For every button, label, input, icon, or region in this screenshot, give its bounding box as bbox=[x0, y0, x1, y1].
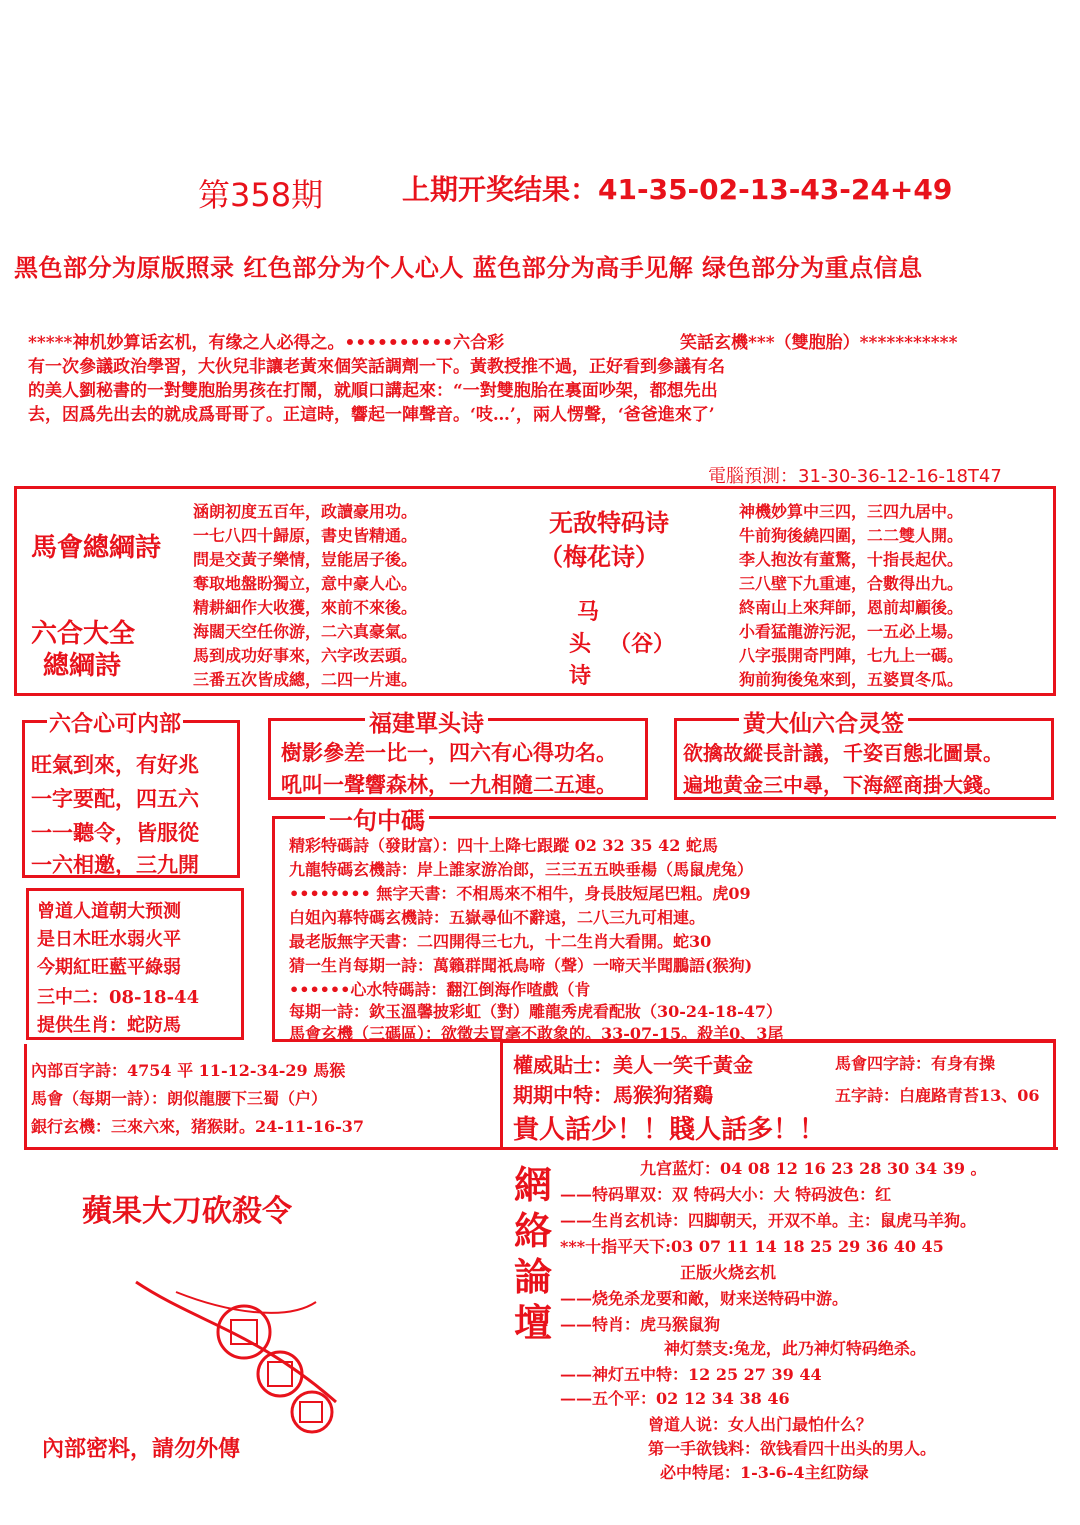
zengdao-line: 提供生肖：蛇防馬 bbox=[37, 1015, 181, 1036]
poem-line: 小看猛龍游污泥，一五必上場。 bbox=[739, 622, 964, 641]
huang-line: 欲擒故縱長計議，千姿百態北圖景。 bbox=[683, 741, 1003, 765]
authority-five-char: 五字詩：白鹿路青苔13、06 bbox=[835, 1086, 1040, 1105]
mid-ma: 马 bbox=[577, 599, 600, 625]
fujian-line: 吼叫一聲響森林，一九相隨二五連。 bbox=[281, 772, 617, 797]
zengdao-line: 是日木旺水弱火平 bbox=[37, 929, 181, 950]
mid-shi: 诗 bbox=[569, 663, 592, 689]
forum-char: 壇 bbox=[513, 1300, 552, 1345]
internal-line: 一一聽令，皆服從 bbox=[31, 820, 199, 845]
left-title: 馬會總綱詩 bbox=[31, 533, 162, 563]
poem-line: 馬到成功好事來，六字改丟頭。 bbox=[193, 646, 418, 665]
mid-subtitle: （梅花诗） bbox=[539, 542, 659, 571]
forum-line: ——特码單双：双 特码大小：大 特码波色：红 bbox=[560, 1185, 892, 1204]
huang-line: 遍地黄金三中尋，下海經商掛大錢。 bbox=[683, 773, 1003, 797]
apple-title: 蘋果大刀砍殺令 bbox=[82, 1194, 292, 1229]
knife-emblem-icon bbox=[116, 1262, 356, 1442]
poem-line: 精耕細作大收獲，來前不來後。 bbox=[193, 598, 418, 617]
joke-line: 的美人劉秘書的一對雙胞胎男孩在打鬧，就順口講起來：“一對雙胞胎在裏面吵架，都想先出 bbox=[28, 381, 718, 401]
authority-tip: 權威貼士：美人一笑千黃金 bbox=[513, 1053, 753, 1077]
left-title-2: 六合大全 bbox=[31, 619, 136, 649]
fujian-title: 福建單头诗 bbox=[365, 705, 488, 738]
one-sentence-title: 一句中碼 bbox=[325, 801, 429, 836]
forum-line: ——神灯五中特：12 25 27 39 44 bbox=[560, 1365, 822, 1384]
sentence-line: 最老版無字天書：二四開得三七九，十二生肖大看開。蛇30 bbox=[289, 932, 712, 951]
apple-footer: 內部密料，請勿外傳 bbox=[42, 1436, 241, 1462]
authority-period: 期期中特：馬猴狗猪鷄 bbox=[513, 1083, 713, 1107]
poem-line: 三番五次皆成總，二四一片連。 bbox=[193, 670, 418, 689]
joke-line: 有一次參議政治學習，大伙兒非讓老黃來個笑話調劑一下。黃教授推不過，正好看到參議有名 bbox=[28, 357, 725, 377]
zengdao-title: 曾道人道朝大预测 bbox=[37, 901, 181, 922]
computer-prediction: 電腦預測：31-30-36-12-16-18T47 bbox=[708, 466, 1002, 487]
mid-title: 无敌特码诗 bbox=[549, 508, 669, 537]
sentence-line: 精彩特碼詩（發財富）：四十上降七跟蹤 02 32 35 42 蛇馬 bbox=[289, 836, 718, 855]
internal-line: 一六相邀，三九開 bbox=[31, 852, 199, 877]
forum-line: 第一手欲钱料：欲钱看四十出头的男人。 bbox=[648, 1439, 937, 1458]
huang-title: 黄大仙六合灵签 bbox=[739, 705, 908, 738]
poem-line: 海闊天空任你游，二六真豪氣。 bbox=[193, 622, 418, 641]
baizi-line: 馬會（每期一詩）：朗似龍腰下三蜀（户） bbox=[31, 1089, 328, 1108]
forum-char: 絡 bbox=[513, 1208, 552, 1253]
zengdao-box bbox=[26, 888, 244, 1040]
poem-left bbox=[193, 499, 533, 694]
forum-line: 神灯禁支:兔龙，此乃神灯特码绝杀。 bbox=[664, 1339, 926, 1358]
forum-side-title bbox=[510, 1162, 556, 1346]
forum-char: 網 bbox=[513, 1162, 552, 1207]
sentence-line: 猜一生肖每期一詩：萬籟群聞祇鳥啼（聲）一啼天半聞鵬語(猴狗) bbox=[289, 956, 753, 975]
fujian-line: 樹影參差一比一，四六有心得功名。 bbox=[281, 740, 617, 765]
huang-box bbox=[674, 710, 1054, 800]
poem-line: 終南山上來拜師，恩前却顧後。 bbox=[739, 598, 964, 617]
baizi-line: 銀行玄機：三來六來，猪猴財。24-11-16-37 bbox=[31, 1117, 364, 1136]
poem-line: 狗前狗後兔來到，五婆買冬瓜。 bbox=[739, 670, 964, 689]
zengdao-line: 三中二：08-18-44 bbox=[37, 987, 200, 1008]
poem-line: 奪取地盤盼獨立，意中豪人心。 bbox=[193, 574, 418, 593]
mid-gu: （谷） bbox=[609, 631, 676, 657]
issue-number: 第358期 bbox=[198, 176, 324, 214]
joke-intro: *****神机妙算话玄机，有缘之人必得之。••••••••••六合彩 bbox=[28, 333, 505, 353]
authority-four-char: 馬會四字詩：有身有操 bbox=[835, 1054, 996, 1073]
joke-title: 笑話玄機***（雙胞胎）*********** bbox=[680, 333, 958, 353]
forum-line: ——烧免杀龙要和敵，财来送特码中游。 bbox=[560, 1289, 849, 1308]
zengdao-line: 今期紅旺藍平綠弱 bbox=[37, 957, 181, 978]
internal-line: 旺氣到來，有好兆 bbox=[31, 752, 199, 777]
last-result: 上期开奖结果：41-35-02-13-43-24+49 bbox=[402, 173, 953, 206]
poem-line: 一七八四十歸原，書史皆精通。 bbox=[193, 526, 418, 545]
forum-line: ——五个平：02 12 34 38 46 bbox=[560, 1389, 790, 1408]
sentence-line: 九龍特碼玄機詩：岸上誰家游冶郎，三三五五映垂楊（馬鼠虎兔） bbox=[289, 860, 754, 879]
poem-line: 李人抱汝有董驚，十指長起伏。 bbox=[739, 550, 964, 569]
forum-line: 九宫蓝灯：04 08 12 16 23 28 30 34 39 。 bbox=[640, 1159, 987, 1178]
forum-line: ——特肖：虎马猴鼠狗 bbox=[560, 1315, 721, 1334]
joke-line: 去，因爲先出去的就成爲哥哥了。正這時，響起一陣聲音。‘吱…’，兩人愣聲，‘爸爸進來了’ bbox=[28, 405, 715, 425]
internal-box bbox=[22, 711, 240, 878]
authority-box bbox=[500, 1040, 1056, 1150]
poem-line: 神機妙算中三四，三四九居中。 bbox=[739, 502, 964, 521]
poem-right bbox=[739, 499, 1049, 694]
poem-line: 涵朗初度五百年，政讀豪用功。 bbox=[193, 502, 418, 521]
poem-line: 問是交黃子樂情，豈能居子後。 bbox=[193, 550, 418, 569]
forum-content bbox=[560, 1156, 1080, 1486]
color-legend: 黑色部分为原版照录 红色部分为个人心人 蓝色部分为高手见解 绿色部分为重点信息 bbox=[14, 254, 923, 282]
forum-line: 必中特尾：1-3-6-4主红防绿 bbox=[660, 1463, 869, 1482]
baizi-line: 內部百字詩：4754 平 11-12-34-29 馬猴 bbox=[31, 1061, 346, 1080]
one-sentence-box bbox=[272, 806, 1056, 1043]
forum-char: 論 bbox=[513, 1254, 552, 1299]
poem-line: 三八壁下九重連，合數得出九。 bbox=[739, 574, 964, 593]
sentence-line: 馬會玄機（三碼區）：欲徵去買毫不敢象的。33-07-15。殺羊0、3尾 bbox=[289, 1024, 784, 1043]
forum-line: ***十指平天下:03 07 11 14 18 25 29 36 40 45 bbox=[560, 1237, 944, 1256]
sentence-line: ••••••心水特碼詩：翻江倒海作喳戲（肯 bbox=[289, 980, 591, 999]
poem-line: 牛前狗後繞四圍，二二雙人開。 bbox=[739, 526, 964, 545]
sentence-line: 每期一詩：欽玉溫馨披彩虹（對）雕龍秀虎看配妝（30-24-18-47） bbox=[289, 1002, 782, 1021]
forum-line: ——生肖玄机诗：四脚朝天，开双不单。主：鼠虎马羊狗。 bbox=[560, 1211, 977, 1230]
sentence-line: 白姐內幕特碼玄機詩：五嶽尋仙不辭遠，二八三九可相連。 bbox=[289, 908, 706, 927]
fujian-box bbox=[268, 710, 648, 800]
mid-tou: 头 bbox=[569, 631, 592, 657]
authority-slogan: 貴人話少！！賤人話多！！ bbox=[513, 1115, 826, 1145]
forum-line: 正版火烧玄机 bbox=[680, 1263, 777, 1282]
left-title-3: 總綱詩 bbox=[43, 651, 122, 681]
forum-line: 曾道人说：女人出门最怕什么？ bbox=[648, 1415, 873, 1434]
poem-box bbox=[14, 486, 1056, 696]
poem-line: 八字張開奇門陣，七九上一碼。 bbox=[739, 646, 964, 665]
sentence-line: •••••••• 無字天書：不相馬來不相牛，身長肢短尾巴粗。虎09 bbox=[289, 884, 751, 903]
internal-line: 一字要配，四五六 bbox=[31, 786, 199, 811]
internal-title: 六合心可内部 bbox=[47, 707, 183, 738]
